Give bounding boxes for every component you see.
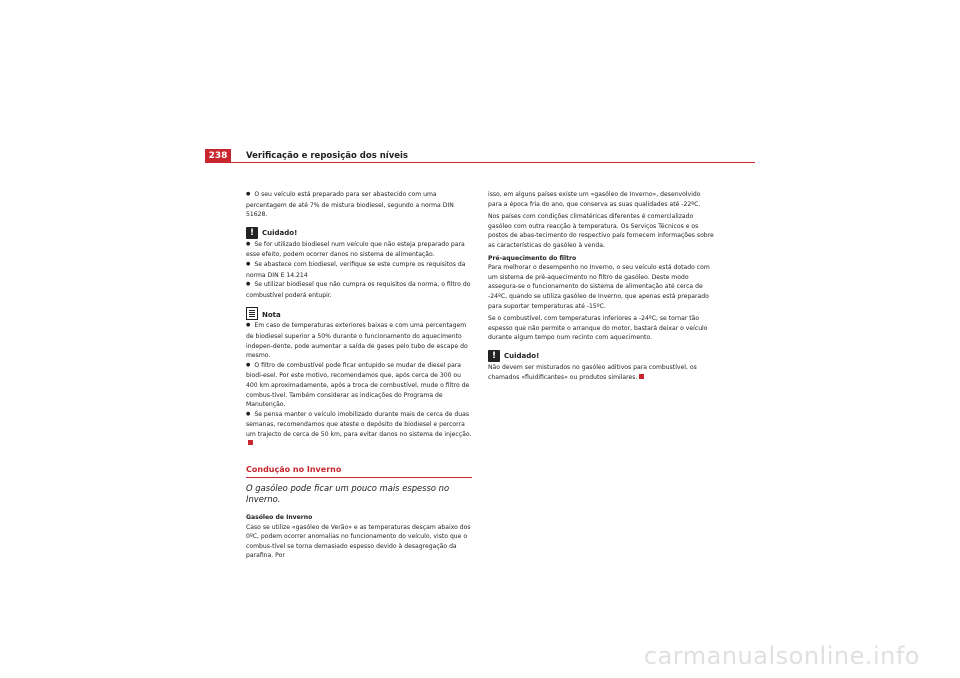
caution-heading xyxy=(488,350,714,362)
note-title: Nota xyxy=(262,310,281,319)
list-item xyxy=(246,410,472,449)
note-icon xyxy=(246,307,258,320)
caution-text: Não devem ser misturados no gasóleo aditivos para combustível, os chamados «fluidificantes» ou produtos similares. xyxy=(488,363,697,381)
page-number: 238 xyxy=(205,149,231,163)
caution-heading xyxy=(246,227,472,239)
list-item-text: ● Se pensa manter o veículo imobilizado durante mais de cerca de duas semanas, recomendamos que ateste o depósito de biodiesel e percorra um trajecto de cerca de 50 km, para evitar danos no sistema de injecção. xyxy=(246,411,471,438)
list-item: ● Em caso de temperaturas exteriores baixas e com uma percentagem de biodiesel superior a 50% durante o funcionamento do aquecimento indepen-dente, pode aumentar a saída de gases pelo tubo de escape do mesmo. xyxy=(246,321,472,360)
climate-paragraph: Nos países com condições climatéricas diferentes é comercializado gasóleo com outra reacção à temperatura. Os Serviços Técnicos e os postos de abas-tecimento do respectivo país fornecem informações sobre as características do gasóleo à venda. xyxy=(488,213,714,249)
cold-start-paragraph: Se o combustível, com temperaturas inferiores a -24ºC, se tornar tão espesso que não permite o arranque do motor, bastará deixar o veículo durante algum tempo num recinto com aquecimento. xyxy=(488,315,708,342)
left-column xyxy=(246,190,472,561)
page-header-title: Verificação e reposição dos níveis xyxy=(246,151,408,161)
caution-title: Cuidado! xyxy=(262,229,298,238)
winter-diesel-text: Caso se utilize «gasóleo de Verão» e as temperaturas desçam abaixo dos 0ºC, podem ocorrer anomalias no funcionamento do veículo, visto que o combus-tível se torna demasiado espesso devido à desagregação da parafina. Por xyxy=(246,523,471,560)
header-rule xyxy=(205,162,755,163)
list-item: ● Se abastece com biodiesel, verifique se este cumpre os requisitos da norma DIN E 14.214 xyxy=(246,260,472,280)
section-rule xyxy=(246,477,472,478)
warning-icon: ! xyxy=(488,350,500,362)
biodiesel-paragraph: ● O seu veículo está preparado para ser abastecido com uma percentagem de até 7% de mistura biodiesel, segundo a norma DIN 51628. xyxy=(246,190,472,220)
list-item: ● Se for utilizado biodiesel num veículo que não esteja preparado para esse efeito, podem ocorrer danos no sistema de alimentação. xyxy=(246,240,472,260)
list-item: ● O filtro de combustível pode ficar entupido se mudar de diesel para biodi-esel. Por este motivo, recomendamos que, após cerca de 300 ou 400 km aproximadamente, após a troca de combustível, mude o filtro de combus-tível. Também considerar as indicações do Programa de Manutenção. xyxy=(246,361,472,410)
note-heading xyxy=(246,307,472,320)
list-item: ● Se utilizar biodiesel que não cumpra os requisitos da norma, o filtro do combustível poderá entupir. xyxy=(246,280,472,300)
caution-text-block xyxy=(488,363,714,382)
winter-diesel-heading: Gasóleo de Inverno xyxy=(246,514,313,522)
watermark: carmanualsonline.info xyxy=(643,642,920,670)
end-mark-icon xyxy=(248,440,253,445)
winter-diesel-continued: isso, em alguns países existe um «gasóleo de Inverno», desenvolvido para a época fria do ano, que conserva as suas qualidades até -22ºC. xyxy=(488,191,701,208)
filter-preheat-text: Para melhorar o desempenho no Inverno, o seu veículo está dotado com um sistema de pré-aquecimento no filtro de gasóleo. Deste modo assegura-se o funcionamento do sistema de alimentação até cerca de -24ºC, quando se utiliza gasóleo de Inverno, que apenas está preparado para suportar temperaturas até -15ºC. xyxy=(488,264,710,310)
filter-preheat-heading: Pré-aquecimento do filtro xyxy=(488,254,577,262)
caution-title: Cuidado! xyxy=(504,352,540,361)
end-mark-icon xyxy=(639,374,644,379)
section-title: Condução no Inverno xyxy=(246,465,342,475)
section-subtitle: O gasóleo pode ficar um pouco mais espesso no Inverno. xyxy=(246,483,450,505)
right-column xyxy=(488,190,714,382)
warning-icon: ! xyxy=(246,227,258,239)
